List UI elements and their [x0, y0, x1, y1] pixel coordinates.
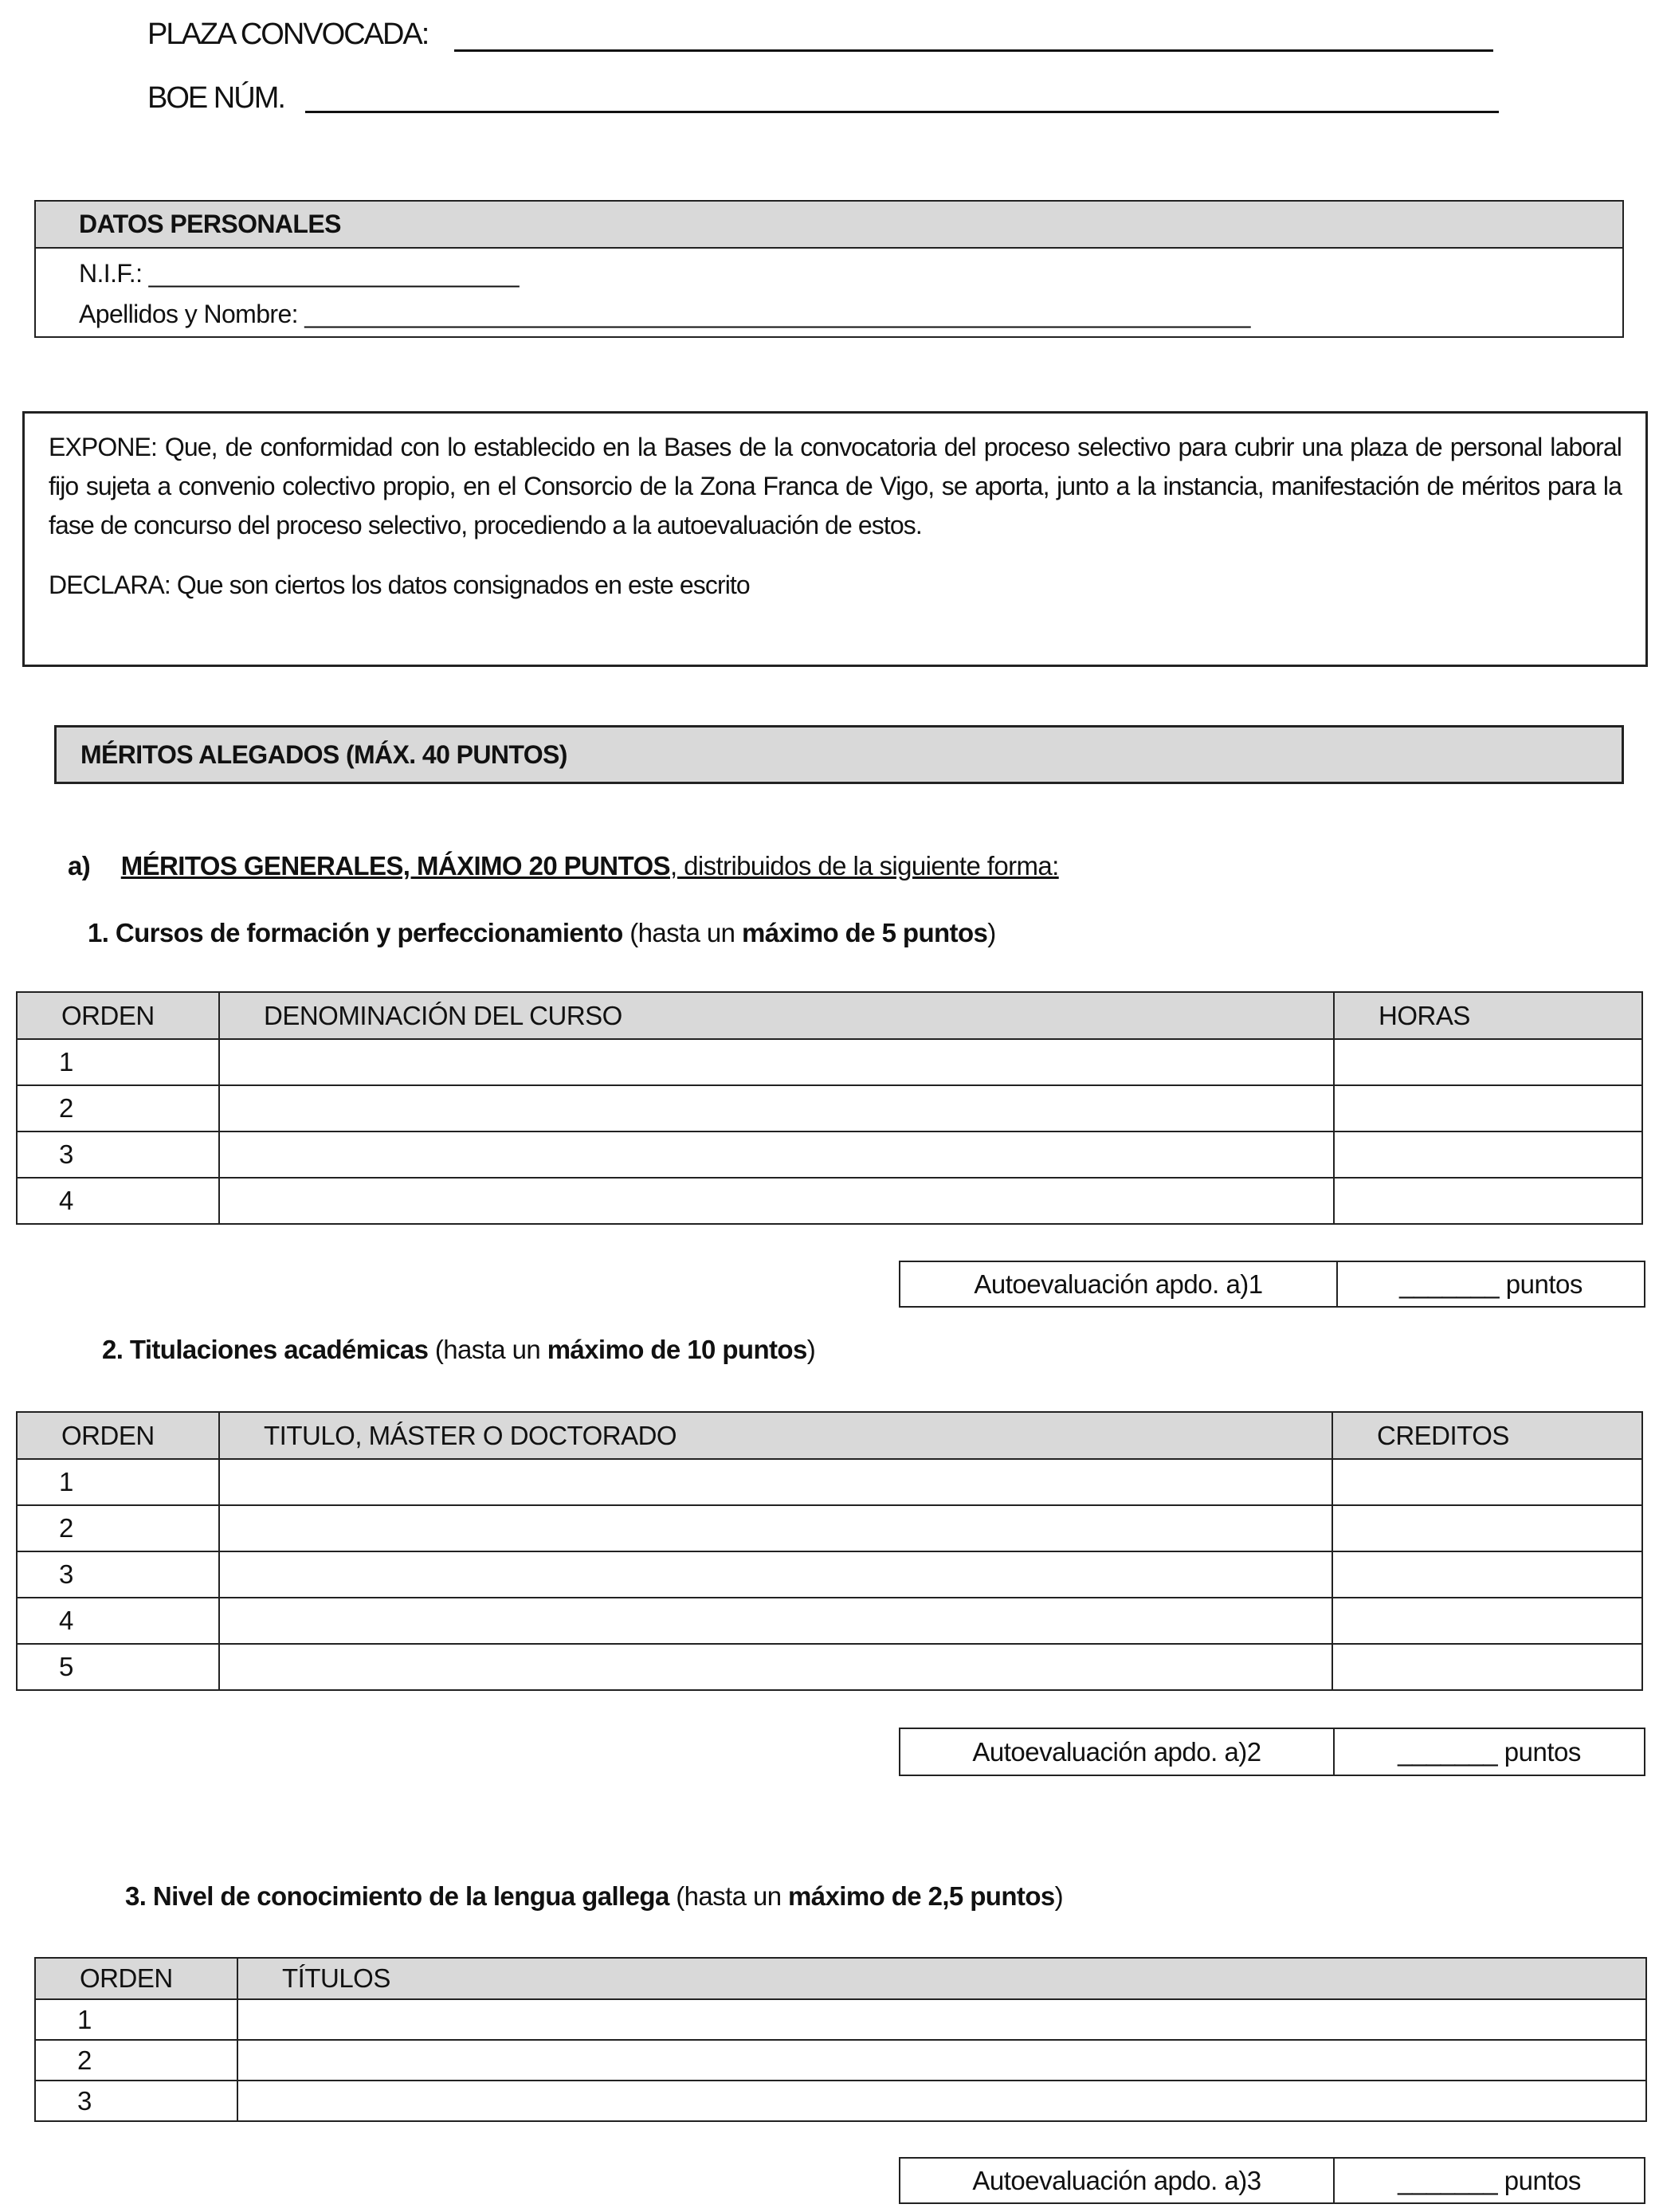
cell-input[interactable]: [1332, 1551, 1642, 1598]
cell-input[interactable]: [1334, 1039, 1642, 1085]
autoevaluacion-puntos-field[interactable]: _______ puntos: [1398, 2165, 1581, 2195]
col-orden: ORDEN: [17, 1412, 219, 1459]
s1-p1: (hasta un: [622, 918, 742, 947]
table-row: [35, 2040, 1646, 2081]
s1-p2: ): [987, 918, 996, 947]
autoevaluacion-label: Autoevaluación apdo. a)1: [900, 1262, 1338, 1306]
nombre-field[interactable]: Apellidos y Nombre: _____________________________________________________________________: [79, 300, 1250, 328]
row-number: 4: [17, 1178, 219, 1224]
plaza-convocada-label: PLAZA CONVOCADA:: [147, 18, 429, 51]
table-row: [17, 1131, 1642, 1178]
cell-input[interactable]: [1334, 1085, 1642, 1131]
table-row: [35, 1999, 1646, 2040]
expone-text: EXPONE: Que, de conformidad con lo establecido en la Bases de la convocatoria del proceso selectivo para cubrir una plaza de personal laboral fijo sujeta a convenio colectivo propio, en el Consorcio de la Zona Franca de Vigo, se aporta, junto a la instancia, manifestación de méritos para la fase de concurso del proceso selectivo, procediendo a la autoevaluación de estos.: [49, 433, 1622, 539]
autoevaluacion-puntos-field[interactable]: _______ puntos: [1398, 1736, 1581, 1767]
lengua-gallega-table: [34, 1957, 1647, 2122]
row-number: 1: [17, 1039, 219, 1085]
section-a-title: MÉRITOS GENERALES, MÁXIMO 20 PUNTOS: [120, 851, 670, 880]
autoevaluacion-label: Autoevaluación apdo. a)3: [900, 2159, 1335, 2202]
cell-input[interactable]: [1332, 1459, 1642, 1505]
autoevaluacion-a1: [899, 1261, 1645, 1308]
section-a-rest: , distribuidos de la siguiente forma:: [669, 851, 1059, 880]
table-row: [17, 1644, 1642, 1690]
col-orden: ORDEN: [35, 1958, 237, 1999]
cell-input[interactable]: [219, 1131, 1334, 1178]
cell-input[interactable]: [237, 2040, 1646, 2081]
col-horas: HORAS: [1334, 992, 1642, 1039]
col-orden: ORDEN: [17, 992, 219, 1039]
autoevaluacion-a3: [899, 2157, 1645, 2204]
cell-input[interactable]: [237, 1999, 1646, 2040]
s3-title: 3. Nivel de conocimiento de la lengua gallega: [125, 1881, 669, 1911]
cell-input[interactable]: [219, 1459, 1332, 1505]
cell-input[interactable]: [219, 1505, 1332, 1551]
row-number: 4: [17, 1598, 219, 1644]
autoevaluacion-puntos-field[interactable]: _______ puntos: [1399, 1269, 1583, 1299]
section-a-heading: [68, 851, 1059, 881]
s2-bold: máximo de 10 puntos: [547, 1335, 807, 1364]
s3-p2: ): [1054, 1881, 1064, 1911]
declara-text: DECLARA: Que son ciertos los datos consignados en este escrito: [49, 571, 750, 599]
s1-heading: [88, 918, 996, 948]
plaza-convocada-field[interactable]: [454, 49, 1493, 52]
row-number: 2: [17, 1505, 219, 1551]
nif-field[interactable]: N.I.F.: ___________________________: [79, 259, 519, 288]
row-number: 3: [17, 1131, 219, 1178]
row-number: 3: [17, 1551, 219, 1598]
table-row: [17, 1039, 1642, 1085]
col-denominacion: DENOMINACIÓN DEL CURSO: [219, 992, 1334, 1039]
s3-p1: (hasta un: [669, 1881, 789, 1911]
s2-title: 2. Titulaciones académicas: [102, 1335, 429, 1364]
col-titulos: TÍTULOS: [237, 1958, 1646, 1999]
row-number: 1: [17, 1459, 219, 1505]
table-row: [17, 1459, 1642, 1505]
autoevaluacion-a2: [899, 1728, 1645, 1776]
row-number: 1: [35, 1999, 237, 2040]
s1-title: 1. Cursos de formación y perfeccionamiento: [88, 918, 623, 947]
cell-input[interactable]: [219, 1551, 1332, 1598]
cell-input[interactable]: [219, 1178, 1334, 1224]
row-number: 5: [17, 1644, 219, 1690]
s3-bold: máximo de 2,5 puntos: [788, 1881, 1055, 1911]
section-a-letter: a): [68, 851, 91, 880]
col-creditos: CREDITOS: [1332, 1412, 1642, 1459]
cell-input[interactable]: [1332, 1644, 1642, 1690]
row-number: 3: [35, 2081, 237, 2121]
row-number: 2: [17, 1085, 219, 1131]
s2-heading: [102, 1335, 815, 1365]
table-row: [35, 2081, 1646, 2121]
s1-bold: máximo de 5 puntos: [742, 918, 988, 947]
meritos-alegados-title: MÉRITOS ALEGADOS (MÁX. 40 PUNTOS): [54, 725, 1624, 784]
cell-input[interactable]: [219, 1085, 1334, 1131]
s2-p2: ): [806, 1335, 816, 1364]
table-row: [17, 1551, 1642, 1598]
row-number: 2: [35, 2040, 237, 2081]
cell-input[interactable]: [1334, 1178, 1642, 1224]
cell-input[interactable]: [219, 1644, 1332, 1690]
table-row: [17, 1505, 1642, 1551]
cursos-table: [16, 991, 1643, 1225]
table-row: [17, 1178, 1642, 1224]
s3-heading: [125, 1881, 1063, 1912]
cell-input[interactable]: [219, 1039, 1334, 1085]
col-titulo: TITULO, MÁSTER O DOCTORADO: [219, 1412, 1332, 1459]
expone-box: [22, 411, 1648, 667]
autoevaluacion-label: Autoevaluación apdo. a)2: [900, 1729, 1335, 1775]
cell-input[interactable]: [237, 2081, 1646, 2121]
table-row: [17, 1085, 1642, 1131]
titulaciones-table: [16, 1411, 1643, 1691]
boe-num-label: BOE NÚM.: [147, 81, 284, 115]
cell-input[interactable]: [1332, 1505, 1642, 1551]
cell-input[interactable]: [1332, 1598, 1642, 1644]
datos-personales-title: DATOS PERSONALES: [36, 202, 1622, 249]
cell-input[interactable]: [1334, 1131, 1642, 1178]
table-row: [17, 1598, 1642, 1644]
boe-num-field[interactable]: [305, 111, 1499, 113]
datos-personales-box: [34, 200, 1624, 338]
s2-p1: (hasta un: [428, 1335, 547, 1364]
cell-input[interactable]: [219, 1598, 1332, 1644]
